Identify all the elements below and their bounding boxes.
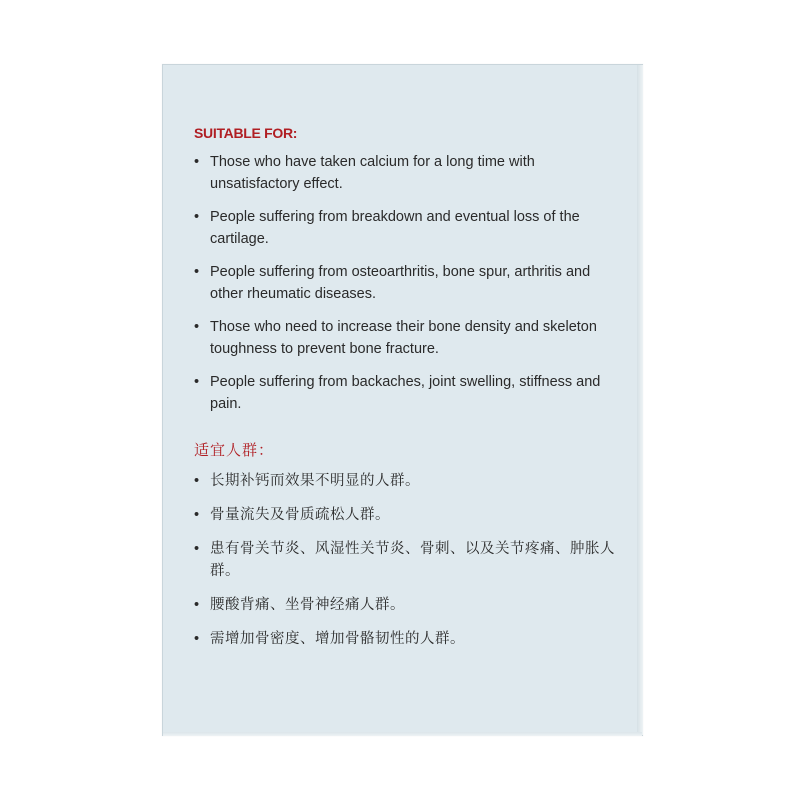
list-item-text: People suffering from backaches, joint swelling, stiffness and pain. (210, 374, 601, 412)
bullet-icon: • (194, 473, 200, 489)
list-item (194, 316, 624, 360)
list-item-text: People suffering from breakdown and eventual loss of the cartilage. (210, 209, 580, 247)
bullet-icon: • (194, 264, 200, 280)
chinese-section (194, 442, 624, 662)
bullet-icon: • (194, 507, 200, 523)
english-section (194, 124, 624, 426)
list-item-text: Those who need to increase their bone density and skeleton toughness to prevent bone fracture. (210, 319, 597, 357)
list-item (194, 594, 624, 616)
list-item-text: 腰酸背痛、坐骨神经痛人群。 (210, 597, 405, 613)
list-item-text: 需增加骨密度、增加骨骼韧性的人群。 (210, 631, 465, 647)
panel-edge-right (637, 65, 643, 735)
bullet-icon: • (194, 319, 200, 335)
list-item-text: 长期补钙而效果不明显的人群。 (210, 473, 420, 489)
list-item (194, 470, 624, 492)
list-item (194, 206, 624, 250)
list-item-text: 骨量流失及骨质疏松人群。 (210, 507, 390, 523)
bullet-icon: • (194, 209, 200, 225)
chinese-list (194, 470, 624, 650)
bullet-icon: • (194, 154, 200, 170)
list-item (194, 538, 624, 582)
bullet-icon: • (194, 597, 200, 613)
list-item (194, 371, 624, 415)
list-item-text: People suffering from osteoarthritis, bone spur, arthritis and other rheumatic diseases. (210, 264, 591, 302)
list-item (194, 151, 624, 195)
bullet-icon: • (194, 541, 200, 557)
panel-edge-bottom (163, 732, 642, 736)
list-item (194, 504, 624, 526)
list-item-text: Those who have taken calcium for a long time with unsatisfactory effect. (210, 154, 535, 192)
list-item (194, 628, 624, 650)
english-heading: SUITABLE FOR: (194, 125, 298, 141)
list-item-text: 患有骨关节炎、风湿性关节炎、骨刺、以及关节疼痛、肿胀人群。 (210, 541, 615, 579)
package-panel (162, 64, 643, 736)
chinese-heading: 适宜人群： (194, 442, 275, 459)
list-item (194, 261, 624, 305)
bullet-icon: • (194, 374, 200, 390)
bullet-icon: • (194, 631, 200, 647)
english-list (194, 151, 624, 415)
